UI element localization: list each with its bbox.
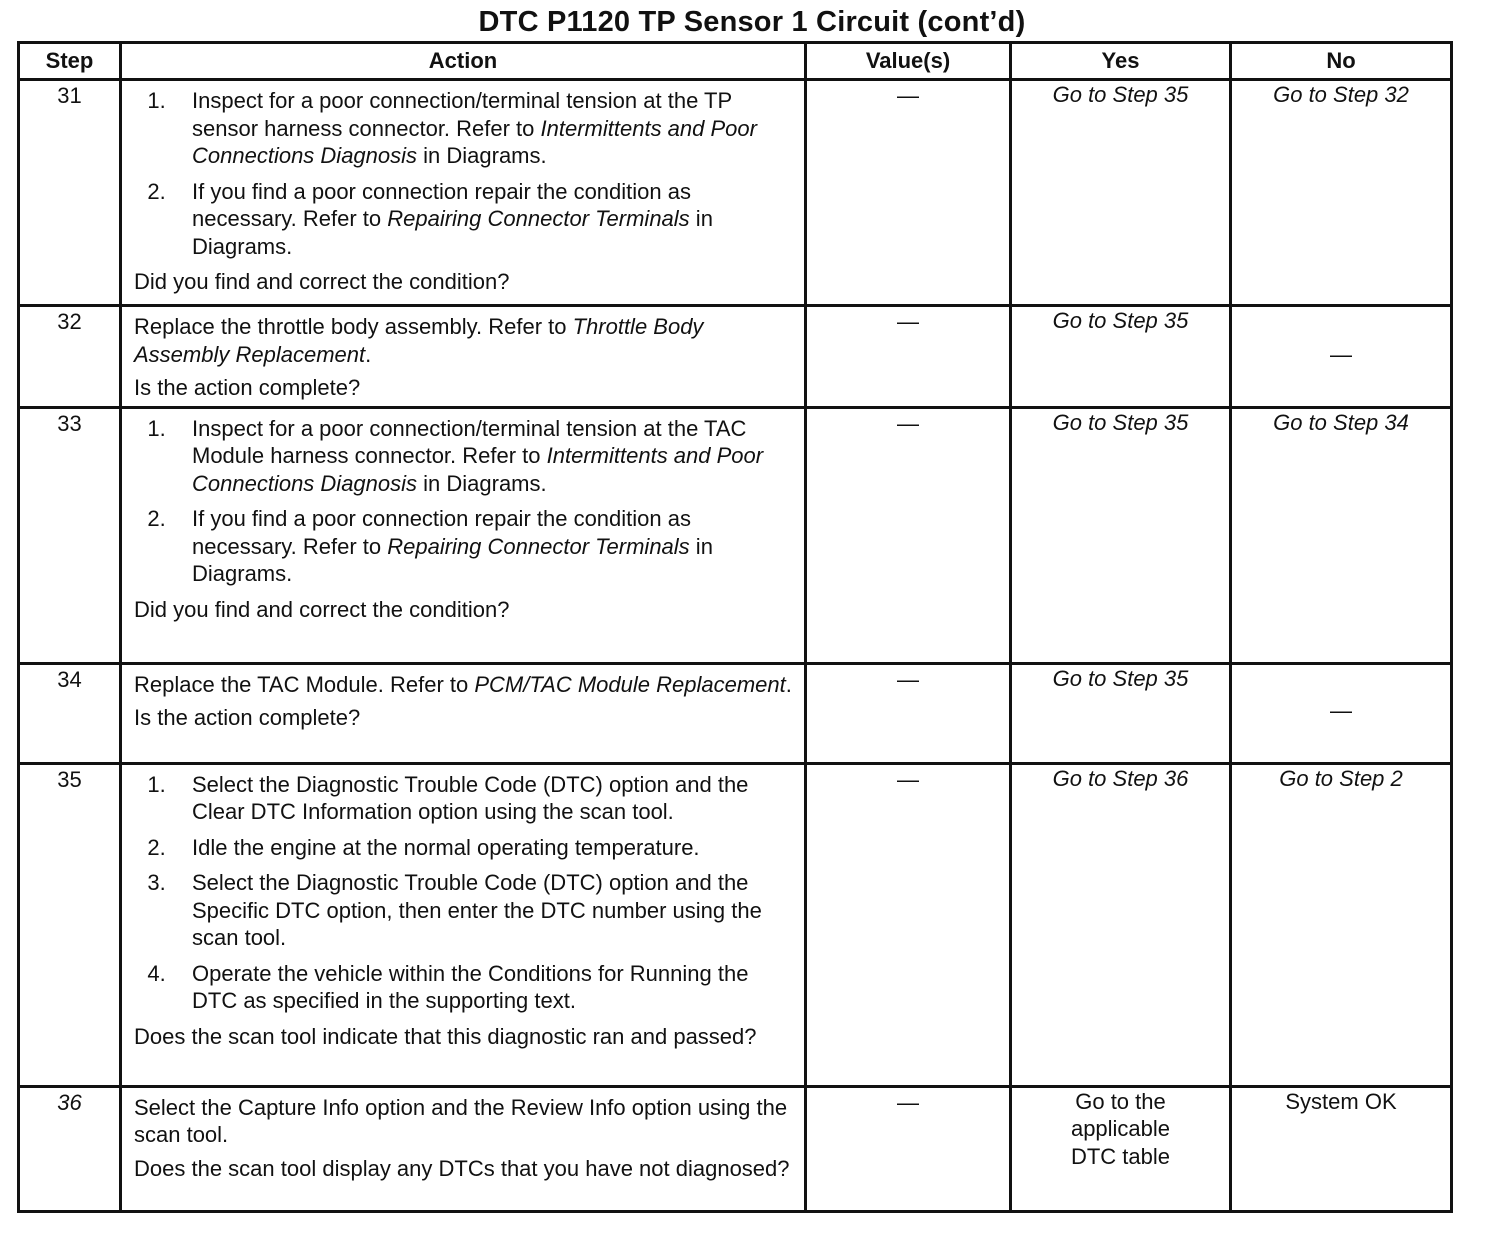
action-step: 2. If you find a poor connection repair the condition as necessary. Refer to Repairing Connector Terminals in Diagrams. xyxy=(178,178,796,261)
action-question: Does the scan tool indicate that this diagnostic ran and passed? xyxy=(134,1023,757,1049)
action-question: Did you find and correct the condition? xyxy=(134,269,510,294)
yes-cell: Go to Step 36 xyxy=(1011,763,1231,1086)
action-question: Did you find and correct the condition? xyxy=(134,596,510,622)
table-header-row xyxy=(19,43,1452,80)
table-row xyxy=(19,763,1452,1086)
step-number: 31 xyxy=(19,80,121,306)
no-cell: — xyxy=(1231,306,1452,408)
yes-text: Go to the applicable DTC table xyxy=(1070,1088,1171,1169)
value-cell: — xyxy=(806,80,1011,306)
action-step: 2. Idle the engine at the normal operating temperature. xyxy=(178,834,796,862)
header-step: Step xyxy=(19,43,121,80)
value-cell: — xyxy=(806,1086,1011,1211)
no-cell: System OK xyxy=(1231,1086,1452,1211)
action-step: 4. Operate the vehicle within the Conditions for Running the DTC as specified in the supporting text. xyxy=(178,960,796,1015)
table-row xyxy=(19,306,1452,408)
step-number: 34 xyxy=(19,663,121,763)
action-question: Is the action complete? xyxy=(134,705,361,730)
no-cell: Go to Step 32 xyxy=(1231,80,1452,306)
yes-cell xyxy=(1011,1086,1231,1211)
action-steps xyxy=(134,771,796,1015)
no-cell: Go to Step 34 xyxy=(1231,407,1452,663)
no-cell: — xyxy=(1231,663,1452,763)
diagnostic-table xyxy=(17,41,1453,1213)
header-values: Value(s) xyxy=(806,43,1011,80)
action-steps xyxy=(134,415,796,588)
step-number: 32 xyxy=(19,306,121,408)
step-number: 35 xyxy=(19,763,121,1086)
action-cell xyxy=(121,763,806,1086)
action-step: 1. Select the Diagnostic Trouble Code (DTC) option and the Clear DTC Information option using the scan tool. xyxy=(178,771,796,826)
step-number: 33 xyxy=(19,407,121,663)
yes-cell: Go to Step 35 xyxy=(1011,407,1231,663)
action-cell xyxy=(121,1086,806,1211)
action-cell xyxy=(121,80,806,306)
header-action: Action xyxy=(121,43,806,80)
action-step: 1. Inspect for a poor connection/terminal tension at the TAC Module harness connector. Refer to Intermittents and Poor Connections Diagnosis in Diagrams. xyxy=(178,415,796,498)
yes-cell: Go to Step 35 xyxy=(1011,80,1231,306)
page-title: DTC P1120 TP Sensor 1 Circuit (cont’d) xyxy=(478,6,1026,38)
action-question: Does the scan tool display any DTCs that you have not diagnosed? xyxy=(134,1155,790,1181)
step-number: 36 xyxy=(19,1086,121,1211)
action-step: 1. Inspect for a poor connection/terminal tension at the TP sensor harness connector. Refer to Intermittents and Poor Connections Diagnosis in Diagrams. xyxy=(178,87,796,170)
action-cell xyxy=(121,306,806,408)
table-row xyxy=(19,663,1452,763)
header-yes: Yes xyxy=(1011,43,1231,80)
value-cell: — xyxy=(806,306,1011,408)
yes-cell: Go to Step 35 xyxy=(1011,663,1231,763)
table-row xyxy=(19,80,1452,306)
no-cell: Go to Step 2 xyxy=(1231,763,1452,1086)
action-question: Is the action complete? xyxy=(134,375,361,400)
action-step: 2. If you find a poor connection repair the condition as necessary. Refer to Repairing Connector Terminals in Diagrams. xyxy=(178,505,796,588)
action-cell xyxy=(121,663,806,763)
yes-cell: Go to Step 35 xyxy=(1011,306,1231,408)
value-cell: — xyxy=(806,407,1011,663)
action-text: Replace the TAC Module. Refer to PCM/TAC Module Replacement. xyxy=(134,671,792,697)
header-no: No xyxy=(1231,43,1452,80)
value-cell: — xyxy=(806,663,1011,763)
table-row xyxy=(19,407,1452,663)
action-steps xyxy=(134,87,796,260)
action-step: 3. Select the Diagnostic Trouble Code (DTC) option and the Specific DTC option, then enter the DTC number using the scan tool. xyxy=(178,869,796,952)
action-cell xyxy=(121,407,806,663)
value-cell: — xyxy=(806,763,1011,1086)
table-row xyxy=(19,1086,1452,1211)
action-text: Replace the throttle body assembly. Refer to Throttle Body Assembly Replacement. xyxy=(134,314,704,367)
action-text: Select the Capture Info option and the Review Info option using the scan tool. xyxy=(134,1094,788,1147)
